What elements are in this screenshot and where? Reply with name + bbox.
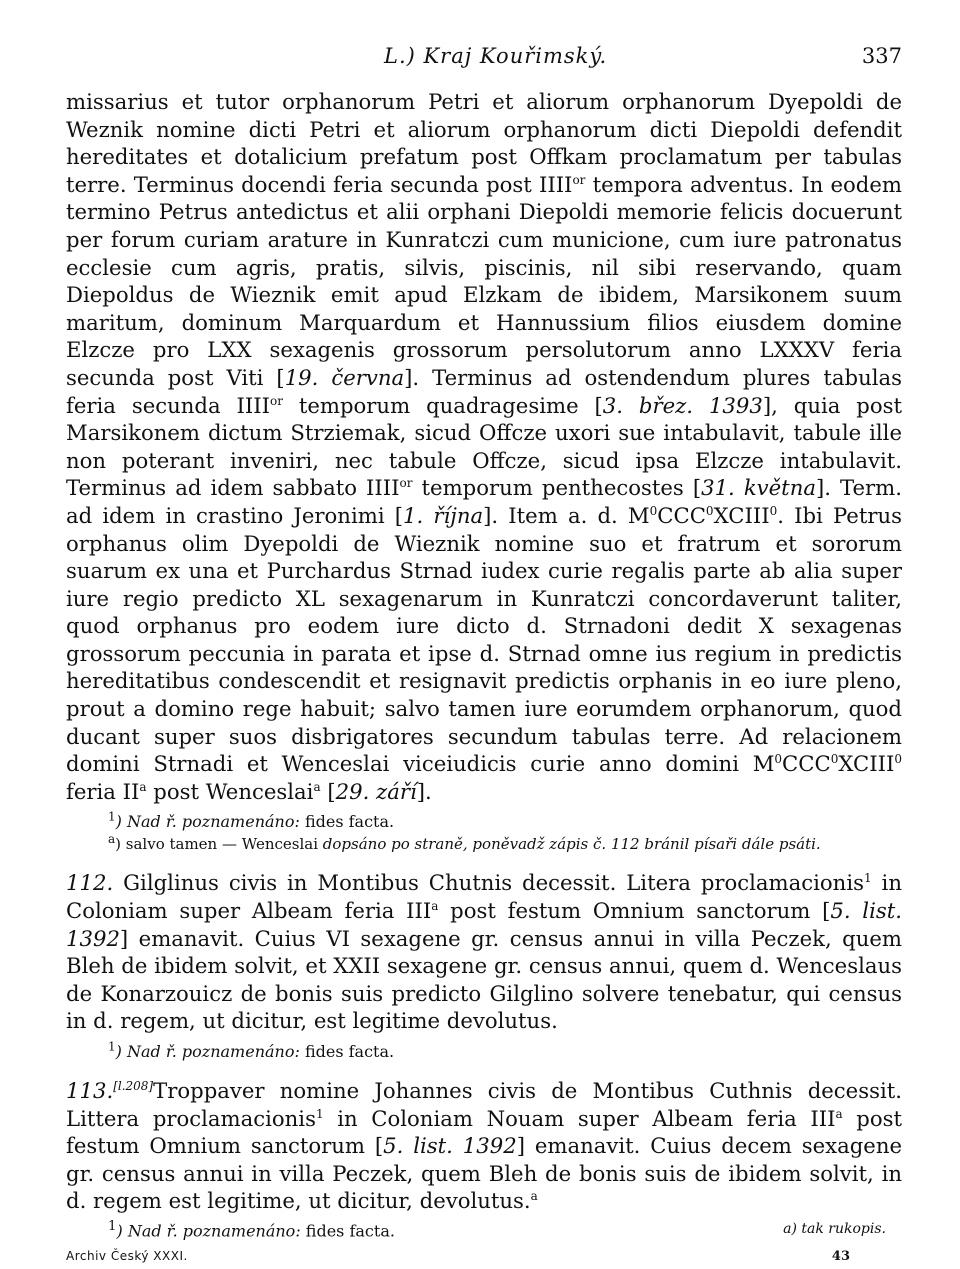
entry-111-continuation: missarius et tutor orphanorum Petri et aliorum orphanorum Dyepoldi de Weznik nomine dicti Petri et aliorum orphanorum dicti Diepoldi defendit hereditates et dotalicium prefatum post Offkam proclamatum per tabulas terre. Terminus docendi feria secunda post $IIII^{or}$ tempora adventus. In eodem termino Petrus antedictus et alii orphani Diepoldi memorie felicis docuerunt per forum curiam arature in Kunratczi cum municione, cum iure patronatus ecclesie cum agris, pratis, silvis, piscinis, nil sibi reservando, quam Diepoldus de Wieznik emit apud Elzkam de ibidem, Marsikonem suum maritum, dominum Marquardum et Hannussium filios eiusdem domine Elzcze pro LXX sexagenis grossorum persolutorum anno LXXXV feria secunda post Viti [19. června]. Terminus ad ostendendum plures tabulas feria secunda $IIII^{or}$ temporum quadragesime [3. břez. 1393], quia post Marsikonem dictum Strziemak, sicud Offcze uxori sue intabulavit, tabule ille non poterant inveniri, nec tabule Offcze, sicud ipsa Elzcze intabulavit. Terminus ad idem sabbato $IIII^{or}$ temporum penthecostes [31. května]. Term. ad idem in crastino Jeronimi [1. října]. Item a. d. $M^0CCC^0XCIII^0$. Ibi Petrus orphanus olim Dyepoldi de Wieznik nomine suo et fratrum et sororum suarum ex una et Purchardus Strnad iudex curie regalis parte ab alia super iure regio predicto XL sexagenarum in Kunratczi concordaverunt taliter, quod orphanus pro eodem iure dicto d. Strnadoni dedit X sexagenas grossorum peccunia in parata et ipse d. Strnad omne ius regium in predictis hereditatibus condescendit et resignavit predictis orphanis in eo iure pleno, prout a domino rege habuit; salvo tamen iure eorumdem orphanorum, quod ducant super suos disbrigatores secundum tabulas terre. Ad relacionem domini Strnadi et Wenceslai viceiudicis curie anno domini $M^0CCC^0XCIII^0$ feria $II^a$ post Wenceslai$^a$ [29. září]. <box>66 89 903 804</box>
footnote-113-1: $^1$) Nad ř. poznamenáno: fides facta. <box>108 1218 395 1241</box>
date-annotation: 31. května <box>701 475 816 501</box>
document-page <box>66 44 902 1269</box>
entry-number: 113. <box>66 1078 114 1103</box>
page-number: 337 <box>861 44 902 68</box>
footnote-113-a: a) tak rukopis. <box>783 1220 886 1237</box>
date-annotation: 19. června <box>284 364 405 390</box>
date-annotation: 5. list. 1392 <box>66 898 902 951</box>
footnote-112-1: $^1$) Nad ř. poznamenáno: fides facta. <box>108 1039 395 1061</box>
signature-mark: 43 <box>831 1248 850 1264</box>
date-annotation: 1. října <box>403 502 484 528</box>
footnote-111-1: $^1$) Nad ř. poznamenáno: fides facta. <box>108 810 395 832</box>
entry-number: 112. <box>66 870 114 896</box>
page-header <box>66 44 902 74</box>
footnotes-113 <box>66 1219 902 1245</box>
page-footer <box>66 1249 902 1269</box>
running-title: L.) Kraj Kouřimský. <box>384 44 608 68</box>
folio-reference: [l.208] <box>113 1078 154 1093</box>
date-annotation: 3. břez. 1393 <box>602 392 763 418</box>
footnote-111-a: $^a$) salvo tamen — Wenceslai dopsáno po straně, poněvadž zápis č. 112 bránil písaři dále psáti. <box>108 832 821 854</box>
date-annotation: 5. list. 1392 <box>383 1133 517 1159</box>
entry-112: 112. Gilglinus civis in Montibus Chutnis decessit. Litera proclamacionis$^1$ in Coloniam super Albeam feria III$^a$ post festum Omnium sanctorum [5. list. 1392] emanavit. Cuius VI sexagene gr. census annui in villa Peczek, quem Bleh de ibidem solvit, et XXII sexagene gr. census annui, quem d. Wenceslaus de Konarzouicz de bonis suis predicto Gilglino solvere tenebatur, qui census in d. regem, ut dicitur, est legitime devolutus. <box>66 870 902 1034</box>
entry-113: 113.[l.208]Troppaver nomine Johannes civis de Montibus Cuthnis decessit. Littera proclamacionis$^1$ in Coloniam Nouam super Albeam feria III$^a$ post festum Omnium sanctorum [5. list. 1392] emanavit. Cuius decem sexagene gr. census annui in villa Peczek, quem Bleh de bonis suis de ibidem solvit, in d. regem est legitime, ut dicitur, devolutus.$^a$ <box>66 1078 902 1214</box>
archive-imprint: Archiv Český XXXI. <box>66 1248 188 1263</box>
date-annotation: 29. září <box>335 778 417 804</box>
